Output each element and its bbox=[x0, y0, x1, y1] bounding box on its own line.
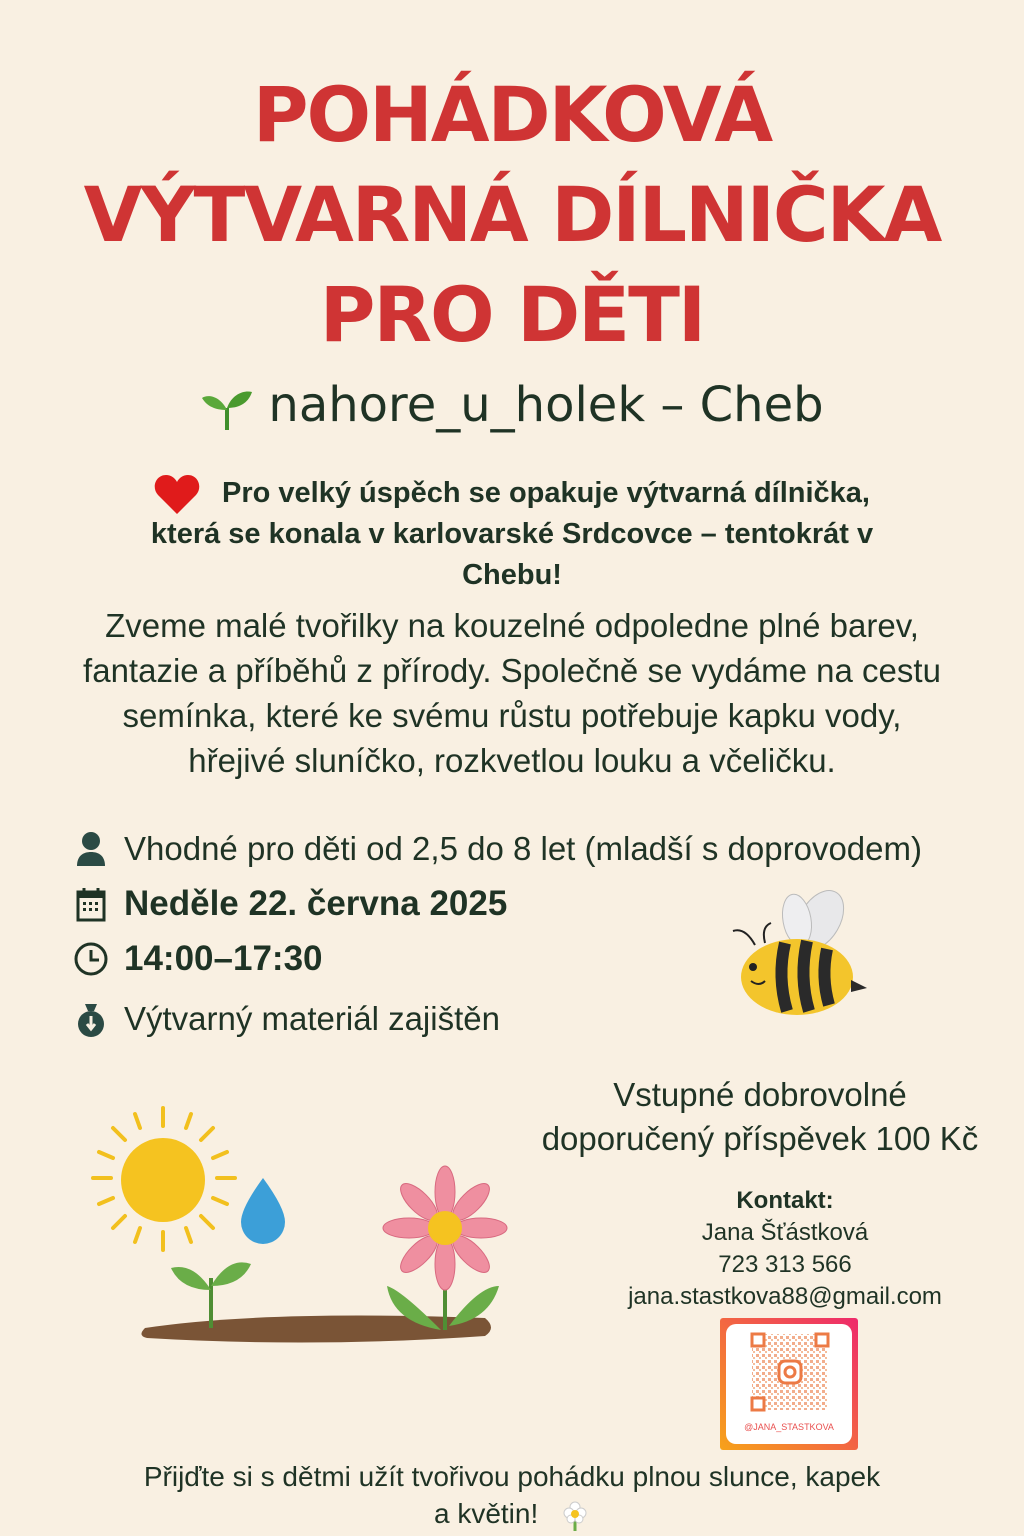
footer-line: a květin! bbox=[433, 1498, 539, 1529]
bee-illustration bbox=[725, 885, 870, 1025]
description-line: fantazie a příběhů z přírody. Společně se vydáme na cestu bbox=[83, 652, 941, 689]
intro-line: která se konala v karlovarské Srdcovce – tentokrát v bbox=[150, 518, 874, 551]
detail-age bbox=[72, 828, 922, 870]
contact-email[interactable]: jana.stastkova88@gmail.com bbox=[628, 1283, 942, 1310]
description-line: semínka, které ke svému růstu potřebuje kapku vody, bbox=[122, 697, 902, 734]
flower-icon bbox=[560, 1501, 590, 1531]
title-line: PRO DĚTI bbox=[319, 270, 705, 359]
title-line: VÝTVARNÁ DÍLNIČKA bbox=[83, 170, 941, 259]
seedling-icon bbox=[200, 386, 254, 430]
subtitle bbox=[0, 375, 1024, 435]
footer-text bbox=[0, 1458, 1024, 1532]
instagram-icon bbox=[779, 1361, 801, 1383]
calendar-icon bbox=[72, 885, 110, 923]
title-line: POHÁDKOVÁ bbox=[252, 70, 772, 159]
detail-text: Neděle 22. června 2025 bbox=[124, 884, 508, 923]
footer-line: Přijďte si s dětmi užít tvořivou pohádku plnou slunce, kapek bbox=[143, 1461, 881, 1492]
clock-icon bbox=[72, 940, 110, 978]
detail-material bbox=[72, 998, 500, 1040]
garden-illustration bbox=[85, 1100, 510, 1360]
fee-line: doporučený příspěvek 100 Kč bbox=[541, 1120, 979, 1157]
detail-time bbox=[72, 938, 323, 980]
person-icon bbox=[72, 830, 110, 868]
contact-phone[interactable]: 723 313 566 bbox=[718, 1251, 852, 1278]
description bbox=[0, 603, 1024, 783]
description-line: Zveme malé tvořilky na kouzelné odpoledne plné barev, bbox=[105, 607, 919, 644]
intro-line: Chebu! bbox=[462, 559, 562, 592]
detail-text: Vhodné pro děti od 2,5 do 8 let (mladší s doprovodem) bbox=[124, 830, 922, 867]
detail-date bbox=[72, 883, 507, 925]
description-line: hřejivé sluníčko, rozkvetlou louku a včeličku. bbox=[188, 742, 836, 779]
entry-fee bbox=[500, 1073, 1020, 1161]
contact-name: Jana Šťástková bbox=[701, 1219, 869, 1246]
intro-line: Pro velký úspěch se opakuje výtvarná dílnička, bbox=[222, 477, 870, 509]
detail-text: 14:00–17:30 bbox=[124, 939, 323, 978]
contact-label: Kontakt: bbox=[736, 1187, 834, 1214]
fee-line: Vstupné dobrovolné bbox=[613, 1076, 907, 1113]
instagram-qr-code[interactable] bbox=[720, 1318, 858, 1450]
water-drop-icon bbox=[241, 1178, 285, 1244]
detail-text: Výtvarný materiál zajištěn bbox=[124, 1000, 500, 1037]
instagram-handle: @JANA_STASTKOVA bbox=[744, 1422, 834, 1432]
subtitle-text: nahore_u_holek – Cheb bbox=[268, 377, 824, 433]
bag-icon bbox=[72, 1000, 110, 1038]
heart-icon bbox=[154, 474, 200, 514]
intro-text bbox=[0, 473, 1024, 596]
contact-block bbox=[580, 1185, 990, 1313]
page-title bbox=[0, 65, 1024, 365]
